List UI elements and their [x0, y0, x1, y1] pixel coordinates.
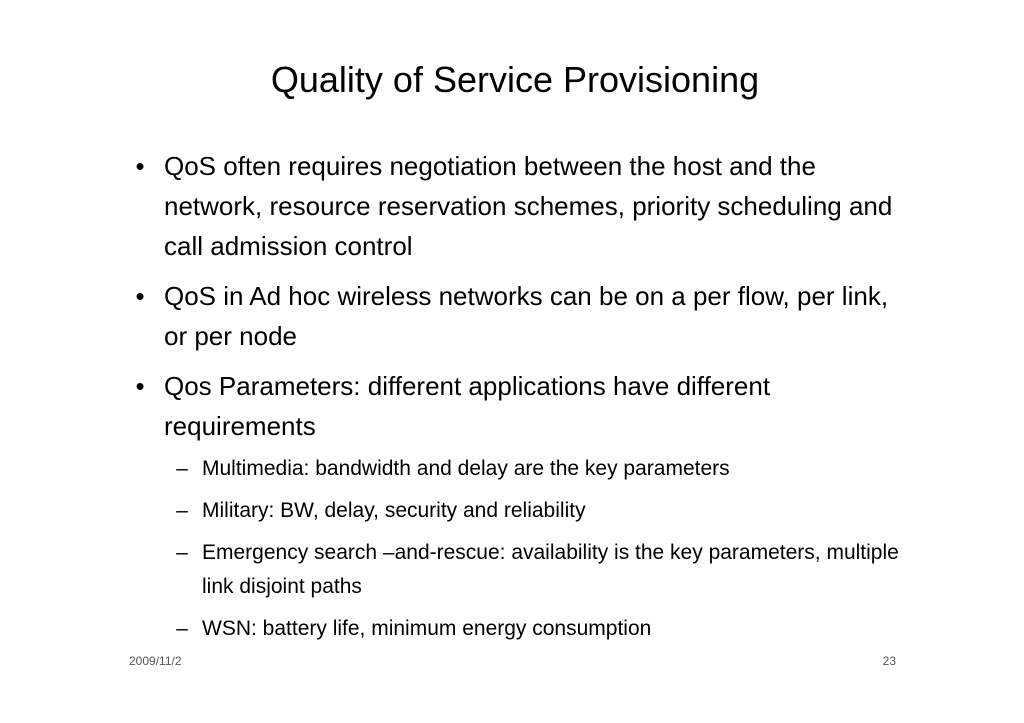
sub-bullet-marker: –	[176, 617, 188, 640]
sub-bullet-marker: –	[176, 541, 188, 564]
bullet-marker: •	[135, 371, 145, 401]
bullet-item	[130, 366, 910, 446]
slide-content	[130, 146, 910, 654]
page-number: 23	[882, 654, 896, 668]
bullet-item	[130, 146, 910, 266]
bullet-item	[130, 276, 910, 356]
sub-bullet-text: Emergency search –and-rescue: availability is the key parameters, multiple link disjoint paths	[202, 541, 899, 598]
sub-bullet-item	[130, 452, 910, 486]
bullet-text: QoS in Ad hoc wireless networks can be on a per flow, per link, or per node	[164, 281, 889, 351]
sub-bullet-text: Multimedia: bandwidth and delay are the key parameters	[202, 457, 730, 480]
sub-bullet-text: WSN: battery life, minimum energy consumption	[202, 617, 652, 640]
bullet-text: QoS often requires negotiation between the host and the network, resource reservation schemes, priority scheduling and call admission control	[164, 151, 893, 261]
sub-bullet-item	[130, 612, 910, 646]
sub-bullet-text: Military: BW, delay, security and reliability	[202, 499, 586, 522]
sub-bullet-item	[130, 536, 910, 604]
sub-bullet-item	[130, 494, 910, 528]
sub-bullet-list	[130, 452, 910, 646]
bullet-text: Qos Parameters: different applications have different requirements	[164, 371, 771, 441]
bullet-marker: •	[135, 151, 145, 181]
sub-bullet-marker: –	[176, 457, 188, 480]
sub-bullet-marker: –	[176, 499, 188, 522]
slide-title: Quality of Service Provisioning	[270, 59, 760, 100]
bullet-marker: •	[135, 281, 145, 311]
footer-date: 2009/11/2	[129, 654, 182, 668]
